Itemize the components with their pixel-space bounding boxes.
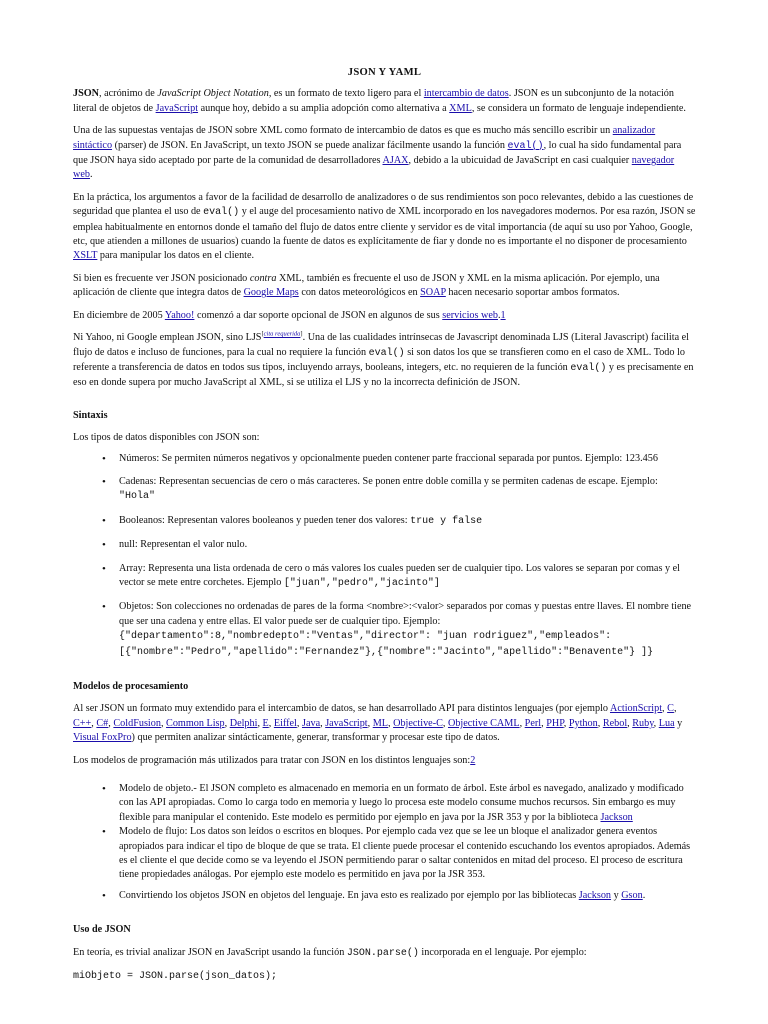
link-reference-2[interactable]: 2 [470, 754, 476, 766]
link-language[interactable]: Delphi [229, 717, 258, 729]
link-jackson[interactable]: Jackson [578, 889, 612, 901]
practice-paragraph [73, 191, 696, 264]
text: Los modelos de programación más utilizados para tratar con JSON en los distintos lenguajes son: [73, 754, 471, 766]
section-heading-uso: Uso de JSON [73, 924, 131, 936]
separator: , [367, 717, 373, 729]
link-language[interactable]: Lua [658, 717, 675, 729]
text: comenzó a dar soporte opcional de JSON en algunos de sus [194, 309, 443, 321]
link-servicios-web[interactable]: servicios web [442, 309, 498, 321]
modelos-paragraph-2 [73, 754, 696, 768]
separator: , [442, 717, 448, 729]
separator: , [320, 717, 326, 729]
text: En teoría, es trivial analizar JSON en JavaScript usando la función [73, 946, 347, 958]
separator: , [388, 717, 394, 729]
link-language[interactable]: PHP [546, 717, 564, 729]
code-example: miObjeto = JSON.parse(json_datos); [73, 971, 278, 983]
text: null: Representan el valor nulo. [119, 539, 248, 551]
document-title: JSON Y YAML [347, 67, 422, 78]
code-json-parse: JSON.parse() [346, 947, 419, 959]
text: . JSON es un subconjunto de la notación literal de objetos de [73, 88, 674, 114]
code-false: false [452, 515, 483, 527]
link-intercambio-de-datos[interactable]: intercambio de datos [423, 88, 509, 100]
separator: , [597, 717, 603, 729]
link-cita-requerida[interactable]: cita requerida [263, 330, 301, 338]
text: y es precisamente en eso en donde supera por mucho JavaScript al XML, si se utiliza el LJS y no la incorrecta definición de JSON. [73, 361, 694, 389]
separator: , [627, 717, 633, 729]
link-language[interactable]: Eiffel [273, 717, 297, 729]
list-item-numeros [102, 452, 696, 466]
bullet-icon: • [102, 475, 106, 488]
bullet-icon: • [102, 889, 106, 902]
text: Cadenas: Representan secuencias de cero o más caracteres. Se ponen entre doble comilla y se permiten cadenas de escape. Ejemplo: [119, 475, 658, 487]
ljs-paragraph [73, 331, 696, 391]
text: y [611, 889, 622, 901]
code-true: true [410, 515, 435, 527]
link-jackson[interactable]: Jackson [600, 811, 633, 823]
text: [ [261, 330, 264, 338]
link-javascript[interactable]: JavaScript [155, 102, 199, 114]
text: Convirtiendo los objetos JSON en objetos del lenguaje. En java esto es realizado por ejemplo por las bibliotecas [119, 889, 579, 901]
bullet-icon: • [102, 514, 106, 527]
text: ] [300, 330, 303, 338]
code-example: ["juan","pedro","jacinto"] [283, 577, 440, 589]
citation-needed [261, 331, 302, 338]
json-vs-xml-paragraph [73, 272, 696, 301]
separator: , [519, 717, 525, 729]
text: Modelo de objeto.- El JSON completo es almacenado en memoria en un formato de árbol. Este árbol es navegado, analizado y modificado con las API apropiadas. Como lo carga todo en memoria y luego lo procesa este modelo consume muchos recursos. Sin embargo es muy flexible para manipular el contenido. Este modelo es permitido por ejemplo en java por la JSR 353 y por la biblioteca [119, 783, 684, 823]
text: (parser) de JSON. En JavaScript, un texto JSON se puede analizar fácilmente usando la función [112, 139, 508, 151]
list-item-objetos [102, 600, 696, 660]
text: para manipular los datos en el cliente. [97, 250, 255, 262]
text: . [497, 309, 501, 321]
text: y el auge del procesamiento nativo de XML incorporado en los navegadores modernos. Por esa razón, JSON se emplea habitualmente en entornos donde el tamaño del flujo de datos entre cliente y servidor es de vital importancia (de aquí su uso por Yahoo, Google, etc, que atienden a millones de usuarios) cuando la fuente de datos es explícitamente de fiar y donde no es importante el no disponer de procesamiento [73, 206, 696, 248]
link-language[interactable]: Python [568, 717, 598, 729]
text: , acrónimo de [99, 88, 158, 100]
link-gson[interactable]: Gson [621, 889, 643, 901]
separator: , [653, 717, 659, 729]
text: En la práctica, los argumentos a favor de la facilidad de desarrollo de analizadores o de sus rendimientos son poco relevantes, debido a las cuestiones de seguridad que plantea el uso de [73, 191, 694, 218]
separator: , [91, 717, 97, 729]
text: Booleanos: Representan valores booleanos y pueden tener dos valores: [119, 514, 411, 526]
section-heading-sintaxis: Sintaxis [73, 409, 108, 421]
link-language[interactable]: ActionScript [609, 703, 663, 715]
text: . [642, 889, 646, 901]
bullet-icon: • [102, 562, 106, 575]
text: . [89, 169, 93, 181]
separator: , [541, 717, 547, 729]
separator: , [257, 717, 263, 729]
bullet-icon: • [102, 826, 106, 839]
text: Ni Yahoo, ni Google emplean JSON, sino LJS [73, 332, 262, 344]
uso-paragraph [73, 946, 696, 961]
text: , se considera un formato de lenguaje independiente. [471, 102, 686, 114]
text: Al ser JSON un formato muy extendido para el intercambio de datos, se han desarrollado API para distintos lenguajes (por ejemplo [73, 703, 610, 715]
text: Array: Representa una lista ordenada de cero o más valores los cuales pueden ser de cualquier tipo. Los valores se separan por comas y el vector se mete entre corchetes. Ejemplo [119, 562, 680, 588]
link-language[interactable]: Java [301, 717, 321, 729]
separator: , [563, 717, 569, 729]
link-language[interactable]: JavaScript [325, 717, 368, 729]
text: si son datos los que se transfieren como en el caso de XML. Todo lo referente a transferencia de datos en todos sus tipos, incluyendo arrays, booleans, integers, etc. no requieren de la función [73, 346, 685, 373]
list-item-array [102, 562, 696, 592]
text: y [674, 717, 683, 729]
text: Números: Se permiten números negativos y opcionalmente pueden contener parte fraccional separada por puntos. Ejemplo: 123.456 [119, 452, 658, 464]
separator: , [268, 717, 274, 729]
code-example: [{"nombre":"Pedro","apellido":"Fernandez"},{"nombre":"Jacinto","apellido":"Benavente"} ]} [119, 646, 654, 658]
link-language[interactable]: C [667, 703, 674, 715]
json-term: JSON [73, 88, 100, 100]
text: hacen necesario soportar ambos formatos. [445, 287, 620, 299]
link-navegador-web[interactable]: navegador web [73, 155, 675, 181]
link-language[interactable]: C++ [73, 717, 92, 729]
code-example: {"departamento":8,"nombredepto":"Ventas","director": "juan rodriguez","empleados": [119, 631, 612, 643]
models-list [73, 782, 696, 903]
bullet-icon: • [102, 539, 106, 552]
list-item-modelo-flujo [102, 825, 696, 883]
link-xslt[interactable]: XSLT [73, 250, 98, 262]
text: En diciembre de 2005 [73, 309, 165, 321]
list-item-null [102, 538, 696, 552]
link-soap[interactable]: SOAP [420, 287, 446, 299]
text: . Una de las cualidades intrínsecas de Javascript denominada LJS (Literal Javascript) facilita el flujo de datos e incluso de funciones, para la cual no requiere la función [73, 332, 690, 358]
link-language[interactable]: Common Lisp [166, 717, 225, 729]
link-xml[interactable]: XML [449, 102, 472, 114]
text: XML, también es frecuente el uso de JSON y XML en la misma aplicación. Por ejemplo, una aplicación de cliente que integra datos de [73, 272, 660, 299]
section-heading-modelos: Modelos de procesamiento [73, 681, 189, 692]
text: , debido a la ubicuidad de JavaScript en casi cualquier [408, 155, 632, 167]
text: y [434, 515, 453, 527]
bullet-icon: • [102, 452, 106, 465]
link-language[interactable]: Ruby [632, 717, 654, 729]
list-item-cadenas [102, 475, 696, 505]
link-language[interactable]: E [262, 717, 269, 729]
text: con datos meteorológicos en [298, 287, 421, 299]
separator: , [662, 703, 668, 715]
text: Modelo de flujo: Los datos son leídos o escritos en bloques. Por ejemplo cada vez que se lee un bloque el analizador genera eventos apropiados para indicar el tipo de bloque de que se trata. El cliente puede procesar el contenido escuchando los eventos apropiados. Además es el cliente el que decide como se va leyendo el JSON permitiendo parar o saltar contenidos en mitad del proceso. El proceso de escritura tiene propiedades análogas. Por ejemplo este modelo es permitido en java por la JSR 353. [119, 826, 691, 881]
link-yahoo[interactable]: Yahoo! [164, 309, 195, 321]
code-block [73, 969, 696, 984]
text: Objetos: Son colecciones no ordenadas de pares de la forma <nombre>:<valor> separados por comas y puestas entre llaves. El nombre tiene que ser una cadena y entre ellas. El valor puede ser de cualquier tipo. Ejemplo: [119, 601, 692, 627]
text: aunque hoy, debido a su amplia adopción como alternativa a [198, 102, 450, 114]
link-language[interactable]: Rebol [602, 717, 628, 729]
full-name-emphasis: JavaScript Object Notation [157, 88, 269, 100]
modelos-paragraph-1 [73, 702, 696, 745]
intro-paragraph [73, 87, 696, 116]
link-language[interactable]: ColdFusion [113, 717, 161, 729]
link-language[interactable]: C# [96, 717, 109, 729]
separator: , [296, 717, 302, 729]
separator: , [673, 703, 677, 715]
link-language[interactable]: Perl [524, 717, 542, 729]
list-item-booleanos [102, 514, 696, 529]
code-eval: eval() [570, 362, 607, 374]
yahoo-paragraph [73, 309, 696, 323]
link-visual-foxpro[interactable]: Visual FoxPro [73, 732, 132, 744]
link-reference-1[interactable]: 1 [500, 309, 506, 321]
bullet-icon: • [102, 601, 106, 614]
text: , lo cual ha sido fundamental para que JSON haya sido aceptado por parte de la comunidad de desarrolladores [73, 139, 682, 167]
link-language[interactable]: Objective CAML [447, 717, 520, 729]
link-google-maps[interactable]: Google Maps [243, 287, 299, 299]
advantages-paragraph [73, 124, 696, 183]
separator: , [224, 717, 230, 729]
code-eval: eval() [203, 207, 240, 219]
link-language[interactable]: Objective-C [393, 717, 443, 729]
list-item-modelo-objeto [102, 782, 696, 825]
text: Una de las supuestas ventajas de JSON sobre XML como formato de intercambio de datos es que es mucho más sencillo escribir un [73, 125, 613, 137]
text: ) que permiten analizar sintácticamente, generar, transformar y procesar este tipo de datos. [131, 732, 500, 744]
list-item-conversion [102, 889, 696, 903]
link-analizador-sintactico[interactable]: analizador sintáctico [73, 125, 656, 151]
link-language[interactable]: ML [372, 717, 388, 729]
code-example: "Hola" [119, 491, 156, 503]
text: incorporada en el lenguaje. Por ejemplo: [418, 946, 587, 958]
text: , es un formato de texto ligero para el [268, 88, 424, 100]
contra-emphasis: contra [249, 272, 277, 284]
bullet-icon: • [102, 783, 106, 796]
link-ajax[interactable]: AJAX [382, 155, 409, 167]
sintaxis-intro: Los tipos de datos disponibles con JSON son: [73, 432, 260, 444]
link-eval[interactable]: eval() [507, 140, 544, 152]
data-types-list [73, 452, 696, 660]
separator: , [160, 717, 167, 729]
code-eval: eval() [368, 347, 405, 359]
text: Si bien es frecuente ver JSON posicionado [73, 272, 250, 284]
separator: , [108, 717, 114, 729]
